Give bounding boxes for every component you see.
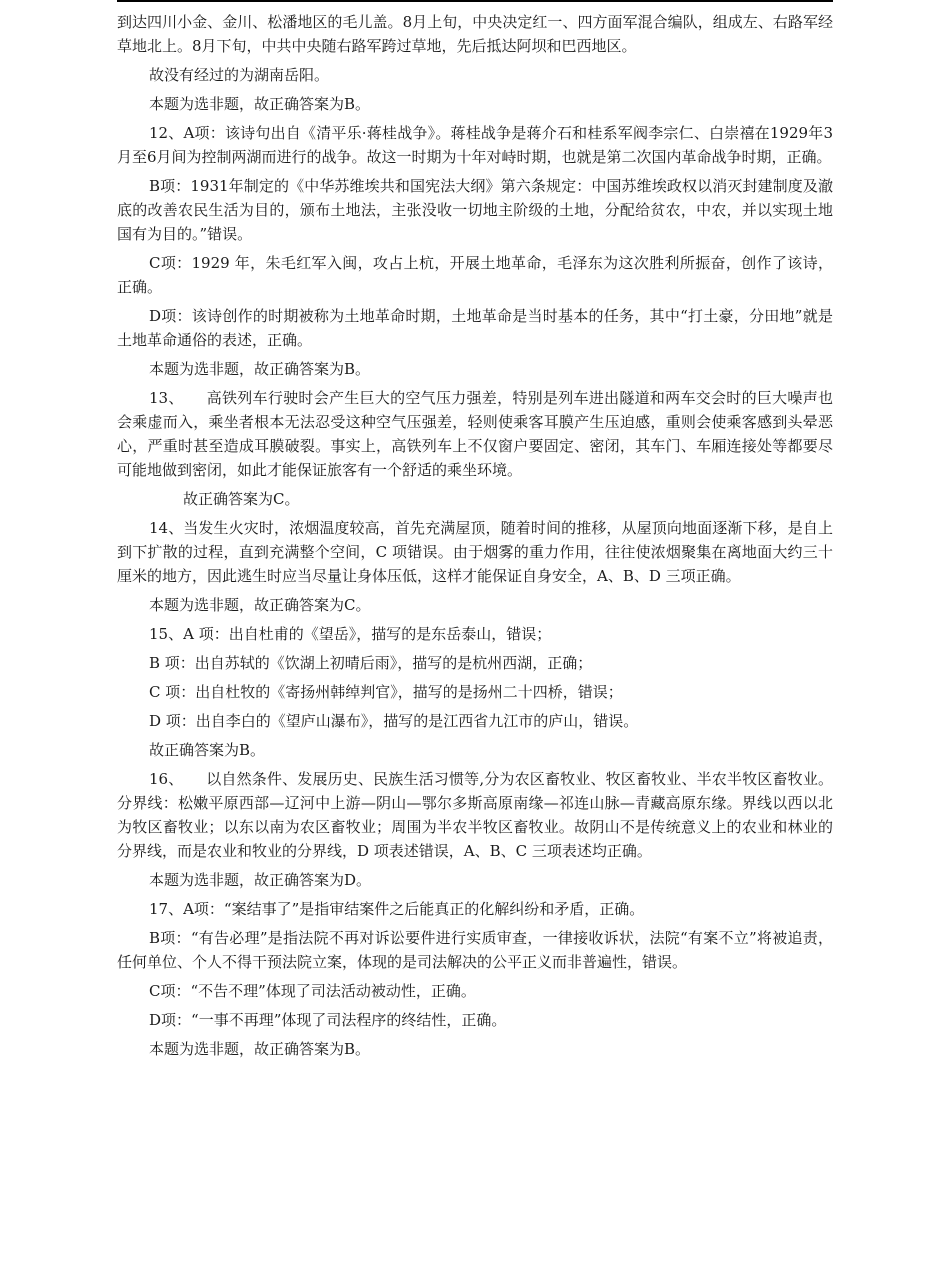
paragraph-23: 本题为选非题，故正确答案为B。 — [149, 1040, 371, 1058]
paragraph-11: 本题为选非题，故正确答案为C。 — [149, 596, 371, 614]
paragraph-19: 17、A项：“案结事了”是指审结案件之后能真正的化解纠纷和矛盾，正确。 — [149, 900, 645, 918]
paragraph-17: 16、 以自然条件、发展历史、民族生活习惯等,分为农区畜牧业、牧区畜牧业、半农半牧区畜牧业。分界线：松嫩平原西部—辽河中上游—阴山—鄂尔多斯高原南缘—祁连山脉—青藏高原东缘。界线以西以北为牧区畜牧业；以东以南为农区畜牧业；周围为半农半牧区畜牧业。故阴山不是传统意义上的农业和林业的分界线，而是农业和牧业的分界线，D 项表述错误，A、B、C 三项表述均正确。 — [117, 770, 833, 860]
paragraph-18: 本题为选非题，故正确答案为D。 — [149, 871, 372, 889]
paragraph-10: 14、当发生火灾时，浓烟温度较高，首先充满屋顶，随着时间的推移，从屋顶向地面逐渐下移，是自上到下扩散的过程，直到充满整个空间，C 项错误。由于烟雾的重力作用，往往使浓烟聚集在离地面大约三十厘米的地方，因此逃生时应当尽量让身体压低，这样才能保证自身安全，A、B、D 三项正确。 — [117, 519, 833, 585]
document-page — [117, 10, 833, 1066]
paragraph-4: B项：1931年制定的《中华苏维埃共和国宪法大纲》第六条规定：中国苏维埃政权以消灭封建制度及澈底的改善农民生活为目的，颁布土地法，主张没收一切地主阶级的土地，分配给贫农，中农，并以实现土地国有为目的。”错误。 — [117, 177, 833, 243]
paragraph-1: 故没有经过的为湖南岳阳。 — [149, 66, 330, 84]
paragraph-20: B项：“有告必理”是指法院不再对诉讼要件进行实质审查，一律接收诉状，法院“有案不立”将被追责，任何单位、个人不得干预法院立案，体现的是司法解决的公平正义而非普遍性，错误。 — [117, 929, 833, 971]
paragraph-16: 故正确答案为B。 — [149, 741, 266, 759]
paragraph-21: C项：“不告不理”体现了司法活动被动性，正确。 — [149, 982, 476, 1000]
paragraph-15: D 项：出自李白的《望庐山瀑布》，描写的是江西省九江市的庐山，错误。 — [149, 712, 639, 730]
paragraph-6: D项：该诗创作的时期被称为土地革命时期，土地革命是当时基本的任务，其中“打土豪，分田地”就是土地革命通俗的表述，正确。 — [117, 307, 833, 349]
paragraph-7: 本题为选非题，故正确答案为B。 — [149, 360, 371, 378]
paragraph-3: 12、A项：该诗句出自《清平乐·蒋桂战争》。蒋桂战争是蒋介石和桂系军阀李宗仁、白崇禧在1929年3月至6月间为控制两湖而进行的战争。故这一时期为十年对峙时期，也就是第二次国内革命战争时期，正确。 — [117, 124, 833, 166]
paragraph-5: C项：1929 年，朱毛红军入闽，攻占上杭，开展土地革命，毛泽东为这次胜利所振奋，创作了该诗，正确。 — [117, 254, 833, 296]
paragraph-9: 故正确答案为C。 — [183, 490, 300, 508]
paragraph-2: 本题为选非题，故正确答案为B。 — [149, 95, 371, 113]
paragraph-13: B 项：出自苏轼的《饮湖上初晴后雨》，描写的是杭州西湖，正确； — [149, 654, 593, 672]
paragraph-0: 到达四川小金、金川、松潘地区的毛儿盖。8月上旬，中央决定红一、四方面军混合编队，组成左、右路军经草地北上。8月下旬，中共中央随右路军跨过草地，先后抵达阿坝和巴西地区。 — [117, 13, 833, 55]
paragraph-12: 15、A 项：出自杜甫的《望岳》，描写的是东岳泰山，错误； — [149, 625, 552, 643]
paragraph-8: 13、 高铁列车行驶时会产生巨大的空气压力强差，特别是列车进出隧道和两车交会时的巨大噪声也会乘虚而入，乘坐者根本无法忍受这种空气压强差，轻则使乘客耳膜产生压迫感，重则会使乘客感到头晕恶心，严重时甚至造成耳膜破裂。事实上，高铁列车上不仅窗户要固定、密闭，其车门、车厢连接处等都要尽可能地做到密闭，如此才能保证旅客有一个舒适的乘坐环境。 — [117, 389, 833, 479]
top-rule — [117, 0, 833, 2]
paragraph-22: D项：“一事不再理”体现了司法程序的终结性，正确。 — [149, 1011, 507, 1029]
paragraph-14: C 项：出自杜牧的《寄扬州韩绰判官》，描写的是扬州二十四桥，错误； — [149, 683, 623, 701]
